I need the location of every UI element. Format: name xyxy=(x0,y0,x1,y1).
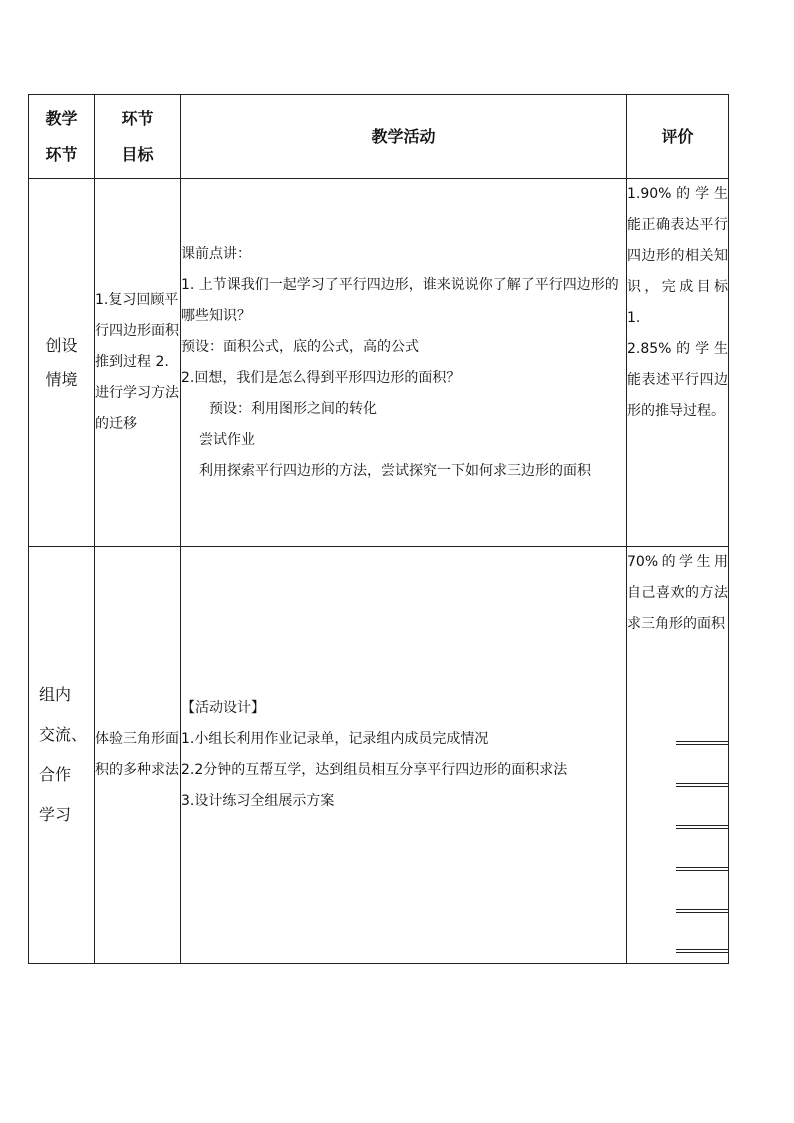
answer-line xyxy=(676,909,728,913)
goal-cell: 体验三角形面积的多种求法 xyxy=(95,547,181,964)
activity-line: 2.回想，我们是怎么得到平形四边形的面积？ xyxy=(181,369,461,386)
header-stage-goal: 环节 目标 xyxy=(95,95,181,179)
table-row xyxy=(29,179,729,547)
activity-line: 1. 上节课我们一起学习了平行四边形，谁来说说你了解了平行四边形的哪些知识？ xyxy=(181,276,619,324)
answer-line xyxy=(676,741,728,745)
activity-line: 课前点讲： xyxy=(181,245,251,262)
lesson-plan-table xyxy=(28,94,729,964)
evaluation-cell xyxy=(627,179,729,547)
activity-line: 【活动设计】 xyxy=(181,700,265,716)
activity-line: 3.设计练习全组展示方案 xyxy=(181,793,335,809)
activity-line: 预设：利用图形之间的转化 xyxy=(209,400,377,417)
activity-line: 预设：面积公式，底的公式，高的公式 xyxy=(181,338,419,355)
table-header-row xyxy=(29,95,729,179)
answer-line xyxy=(676,783,728,787)
answer-line xyxy=(676,825,728,829)
table-row xyxy=(29,547,729,964)
evaluation-cell xyxy=(627,547,729,964)
answer-line xyxy=(676,867,728,871)
header-evaluation: 评价 xyxy=(627,95,729,179)
stage-cell: 组内 交流、 合作 学习 xyxy=(29,547,95,964)
evaluation-line: 70%的学生用自己喜欢的方法求三角形的面积 xyxy=(627,554,728,632)
activity-line: 利用探索平行四边形的方法，尝试探究一下如何求三边形的面积 xyxy=(199,462,591,479)
activity-cell xyxy=(181,179,627,547)
goal-cell: 1.复习回顾平行四边形面积推到过程 2.进行学习方法的迁移 xyxy=(95,179,181,547)
answer-line xyxy=(676,949,728,953)
activity-cell xyxy=(181,547,627,964)
activity-line: 1.小组长利用作业记录单，记录组内成员完成情况 xyxy=(181,731,489,747)
stage-cell: 创设 情境 xyxy=(29,179,95,547)
evaluation-line: 2.85% 的 学 生能表述平行四边形的推导过程。 xyxy=(627,341,728,419)
activity-line: 2.2分钟的互帮互学，达到组员相互分享平行四边形的面积求法 xyxy=(181,762,568,778)
header-teaching-activity: 教学活动 xyxy=(181,95,627,179)
evaluation-line: 1.90% 的 学 生能正确表达平行四边形的相关知识，完成目标 1. xyxy=(627,186,728,326)
answer-lines xyxy=(676,547,728,963)
header-teaching-stage: 教学 环节 xyxy=(29,95,95,179)
activity-line: 尝试作业 xyxy=(199,431,255,448)
